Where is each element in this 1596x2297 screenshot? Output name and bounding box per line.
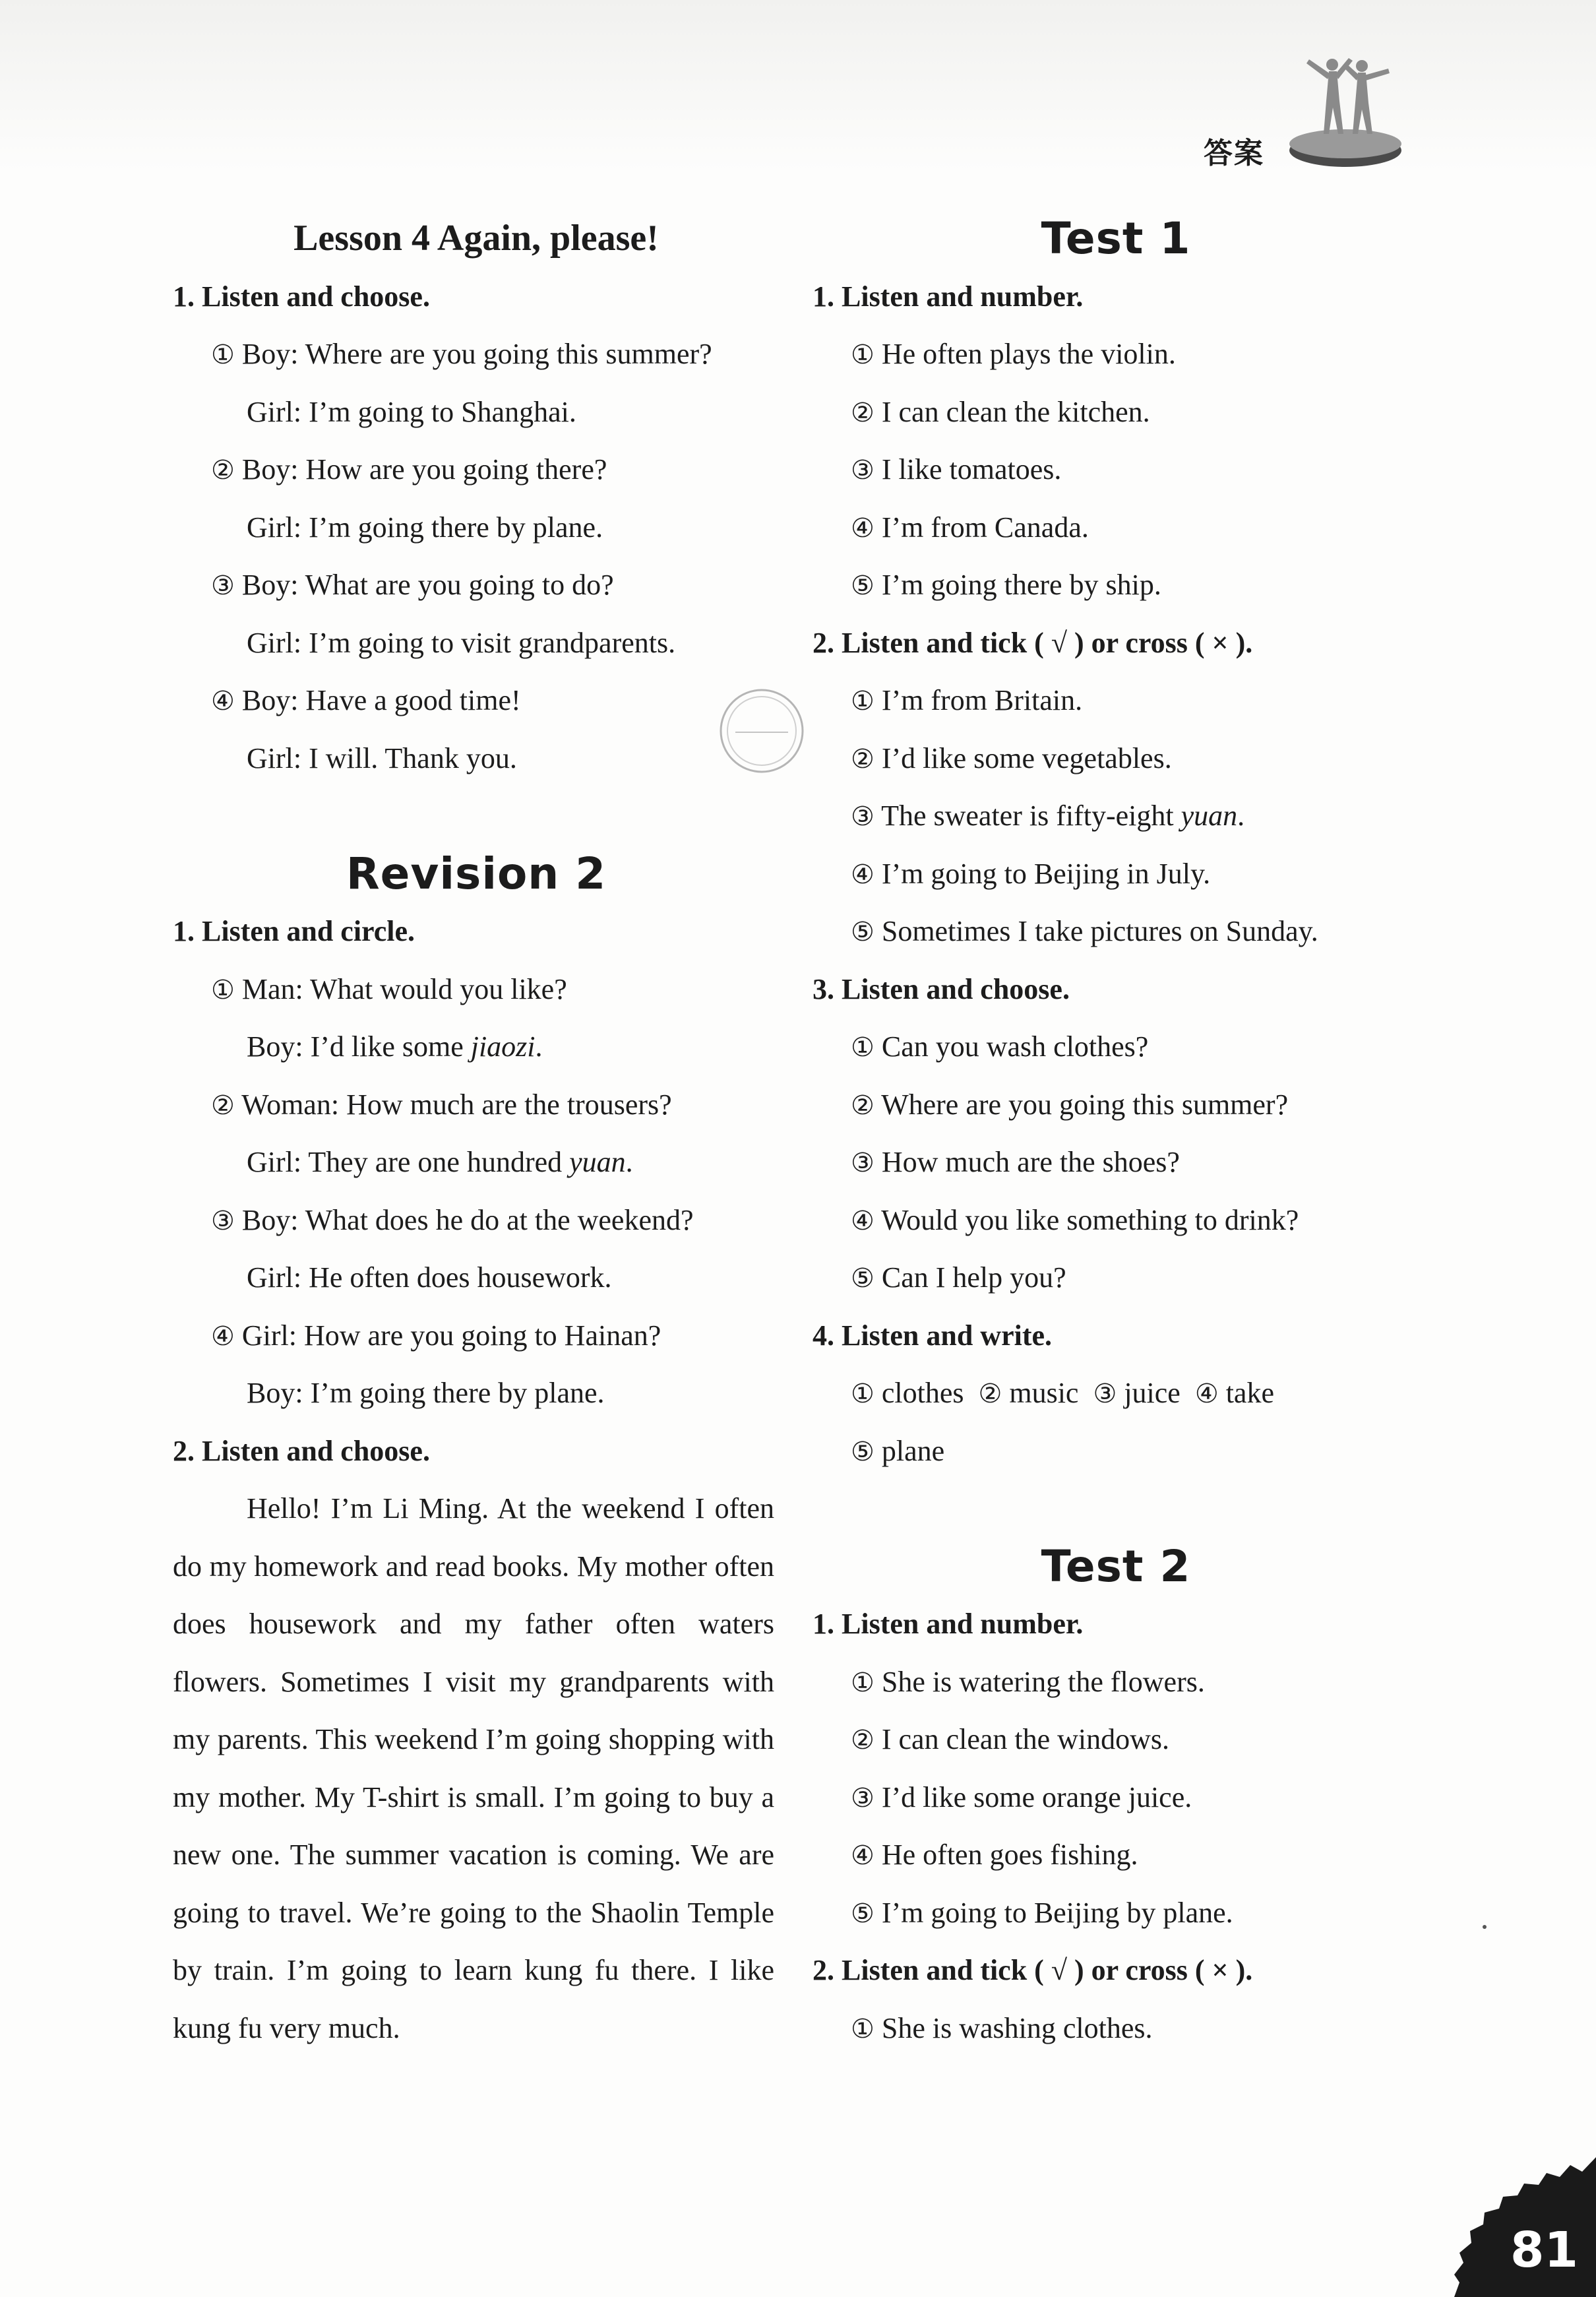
- lesson4-line-4: Girl: I’m going there by plane.: [247, 511, 603, 544]
- test1-s1-item-1: [813, 325, 1419, 383]
- circled-number: ⑤: [851, 1898, 875, 1929]
- test1-s2-item-1: [813, 672, 1419, 730]
- test1-s2-item-3: ③ The sweater is fifty-eight yuan.: [851, 800, 1245, 832]
- page-number: 81: [1510, 2222, 1578, 2279]
- dialogue-text: Girl: They are one hundred: [247, 1146, 570, 1178]
- test2-s2-item-1: [813, 1999, 1419, 2058]
- revision2-line-6: Girl: He often does housework.: [247, 1261, 612, 1294]
- test1-s3-item-3: [813, 1133, 1419, 1191]
- revision2-passage: Hello! I’m Li Ming. At the weekend I often do my homework and read books. My mother often does housework and my father often waters flowers. Sometimes I visit my grandparents with my parents. This weekend I’m going shopping with my mother. My T-shirt is small. I’m going to buy a new one. The summer vacation is coming. We are going to travel. We’re going to the Shaolin Temple by train. I’m going to learn kung fu there. I like kung fu very much.: [173, 1492, 774, 2044]
- test1-s1-item-3: [813, 441, 1419, 499]
- dialogue-text: Boy: What does he do at the weekend?: [241, 1203, 694, 1236]
- test1-section-4-heading: 4. Listen and write.: [813, 1319, 1052, 1352]
- test1-s3-item-4: [813, 1191, 1419, 1249]
- circled-number: ④: [851, 1841, 875, 1871]
- answer-text: I’m from Canada.: [881, 511, 1089, 544]
- circled-number: ③: [851, 1148, 875, 1178]
- dancers-logo-icon: [1283, 51, 1408, 177]
- circled-number: ②: [978, 1379, 1002, 1409]
- revision2-line-3: [173, 1076, 780, 1134]
- circled-number: ③: [851, 455, 875, 486]
- test2-s1-item-3: [813, 1769, 1419, 1827]
- test1-s3-item-1: [813, 1018, 1419, 1076]
- circled-number: ②: [851, 743, 875, 774]
- answer-text: I’m going to Beijing by plane.: [881, 1896, 1233, 1929]
- answer-text: I’d like some orange juice.: [881, 1780, 1192, 1813]
- test2-s1-item-4: [813, 1826, 1419, 1884]
- test1-s3-item-5: [813, 1249, 1419, 1307]
- revision2-line-8: Boy: I’m going there by plane.: [247, 1377, 605, 1409]
- answer-text: I’m going to Beijing in July.: [881, 857, 1211, 890]
- lesson4-line-7: [173, 672, 780, 730]
- circled-number: ②: [851, 397, 875, 428]
- revision2-line-4: Girl: They are one hundred yuan.: [247, 1146, 633, 1178]
- test1-s1-item-2: [813, 383, 1419, 441]
- answer-text: Where are you going this summer?: [881, 1088, 1289, 1121]
- italic-word: yuan: [569, 1146, 626, 1178]
- circled-number: ④: [1194, 1379, 1219, 1409]
- circled-number: ⑤: [851, 917, 875, 947]
- answer-text: I’m going there by ship.: [881, 569, 1161, 601]
- answer-text: Would you like something to drink?: [881, 1203, 1299, 1236]
- answer-text: The sweater is fifty-eight: [881, 800, 1181, 832]
- circled-number: ①: [851, 686, 875, 716]
- circled-number: ①: [851, 340, 875, 370]
- answer-word: plane: [881, 1434, 945, 1467]
- dialogue-text: Boy: I’d like some: [247, 1030, 471, 1063]
- circled-number: ①: [211, 340, 235, 370]
- circled-number: ⑤: [851, 1436, 875, 1467]
- test1-s4-items-row-2: [813, 1422, 1419, 1480]
- answer-text: I can clean the kitchen.: [881, 395, 1150, 428]
- lesson4-line-8: Girl: I will. Thank you.: [247, 741, 517, 774]
- dialogue-text: Boy: Where are you going this summer?: [241, 338, 712, 370]
- test1-s2-item-2: [813, 730, 1419, 788]
- circled-number: ④: [851, 1205, 875, 1236]
- spacer: [813, 1480, 1419, 1538]
- answer-text: Can you wash clothes?: [881, 1030, 1149, 1063]
- circled-number: ②: [851, 1725, 875, 1755]
- test1-section-3-heading: 3. Listen and choose.: [813, 972, 1070, 1005]
- lesson4-line-3: [173, 441, 780, 499]
- test1-section-2-heading: 2. Listen and tick ( √ ) or cross ( × ).: [813, 626, 1253, 659]
- left-column: [173, 210, 780, 2057]
- circled-number: ⑤: [851, 571, 875, 601]
- test1-s1-item-5: [813, 556, 1419, 614]
- dialogue-text: Boy: How are you going there?: [241, 453, 607, 486]
- homework-stamp-icon: [716, 685, 808, 777]
- answer-text: I’d like some vegetables.: [881, 741, 1172, 774]
- circled-number: ④: [211, 1321, 235, 1352]
- dialogue-text: Boy: What are you going to do?: [241, 569, 614, 601]
- test2-section-2-heading: 2. Listen and tick ( √ ) or cross ( × ).: [813, 1954, 1253, 1986]
- test1-s2-item-4: [813, 845, 1419, 903]
- answer-text: Can I help you?: [881, 1261, 1066, 1294]
- circled-number: ①: [851, 1032, 875, 1063]
- circled-number: ②: [851, 1090, 875, 1121]
- answer-word: juice: [1124, 1377, 1181, 1409]
- circled-number: ①: [851, 2013, 875, 2044]
- revision2-line-7: [173, 1307, 780, 1365]
- circled-number: ③: [851, 1782, 875, 1813]
- test2-s1-item-2: [813, 1711, 1419, 1769]
- circled-number: ①: [851, 1379, 875, 1409]
- revision2-line-5: [173, 1191, 780, 1249]
- circled-number: ①: [851, 1667, 875, 1698]
- revision2-title: Revision 2: [346, 848, 607, 899]
- circled-number: ③: [211, 571, 235, 601]
- test2-s1-item-5: [813, 1884, 1419, 1942]
- spacer: [173, 787, 780, 845]
- right-column: [813, 210, 1419, 2057]
- circled-number: ②: [211, 1090, 235, 1121]
- test1-s2-item-5: [813, 902, 1419, 960]
- dialogue-text: Man: What would you like?: [241, 972, 567, 1005]
- circled-number: ④: [851, 859, 875, 890]
- answer-text: He often goes fishing.: [881, 1839, 1138, 1871]
- answer-text: He often plays the violin.: [881, 338, 1176, 370]
- test2-title: Test 2: [1041, 1540, 1191, 1592]
- revision2-line-2: Boy: I’d like some jiaozi.: [247, 1030, 543, 1063]
- dialogue-text: Girl: How are you going to Hainan?: [241, 1319, 661, 1352]
- answer-text: I’m from Britain.: [881, 684, 1083, 716]
- test2-s1-item-1: [813, 1653, 1419, 1711]
- circled-number: ⑤: [851, 1263, 875, 1294]
- dialogue-text: Woman: How much are the trousers?: [241, 1088, 672, 1121]
- answer-text: I like tomatoes.: [881, 453, 1062, 486]
- italic-word: jiaozi: [470, 1030, 536, 1063]
- circled-number: ③: [211, 1205, 235, 1236]
- answer-word: clothes: [881, 1377, 964, 1409]
- circled-number: ③: [851, 802, 875, 832]
- answer-text: How much are the shoes?: [881, 1146, 1180, 1178]
- dialogue-text: Boy: Have a good time!: [241, 684, 521, 716]
- test1-s3-item-2: [813, 1076, 1419, 1134]
- header-answer-label: 答案: [1204, 137, 1264, 170]
- test2-section-1-heading: 1. Listen and number.: [813, 1608, 1084, 1640]
- answer-text: She is watering the flowers.: [881, 1665, 1205, 1698]
- lesson4-line-2: Girl: I’m going to Shanghai.: [247, 395, 576, 428]
- revision2-line-1: [173, 960, 780, 1019]
- circled-number: ④: [211, 686, 235, 716]
- answer-text: She is washing clothes.: [881, 2011, 1153, 2044]
- circled-number: ①: [211, 974, 235, 1005]
- revision2-section-2-heading: 2. Listen and choose.: [173, 1434, 430, 1467]
- circled-number: ④: [851, 513, 875, 544]
- answer-text: Sometimes I take pictures on Sunday.: [881, 915, 1318, 947]
- lesson4-title: Lesson 4 Again, please!: [293, 218, 659, 259]
- test1-s1-item-4: [813, 499, 1419, 557]
- italic-word: yuan: [1181, 800, 1238, 832]
- circled-number: ②: [211, 455, 235, 486]
- test1-s4-items-row: [813, 1364, 1419, 1422]
- revision2-section-1-heading: 1. Listen and circle.: [173, 915, 415, 947]
- lesson4-line-1: [173, 325, 780, 383]
- test1-title: Test 1: [1041, 213, 1191, 264]
- answer-text: I can clean the windows.: [881, 1723, 1170, 1755]
- lesson4-line-5: [173, 556, 780, 614]
- answer-word: take: [1225, 1377, 1274, 1409]
- lesson4-section-1-heading: 1. Listen and choose.: [173, 280, 430, 313]
- speck-mark: [1483, 1925, 1487, 1929]
- test1-section-1-heading: 1. Listen and number.: [813, 280, 1084, 313]
- answer-word: music: [1009, 1377, 1079, 1409]
- lesson4-line-6: Girl: I’m going to visit grandparents.: [247, 626, 676, 659]
- circled-number: ③: [1093, 1379, 1117, 1409]
